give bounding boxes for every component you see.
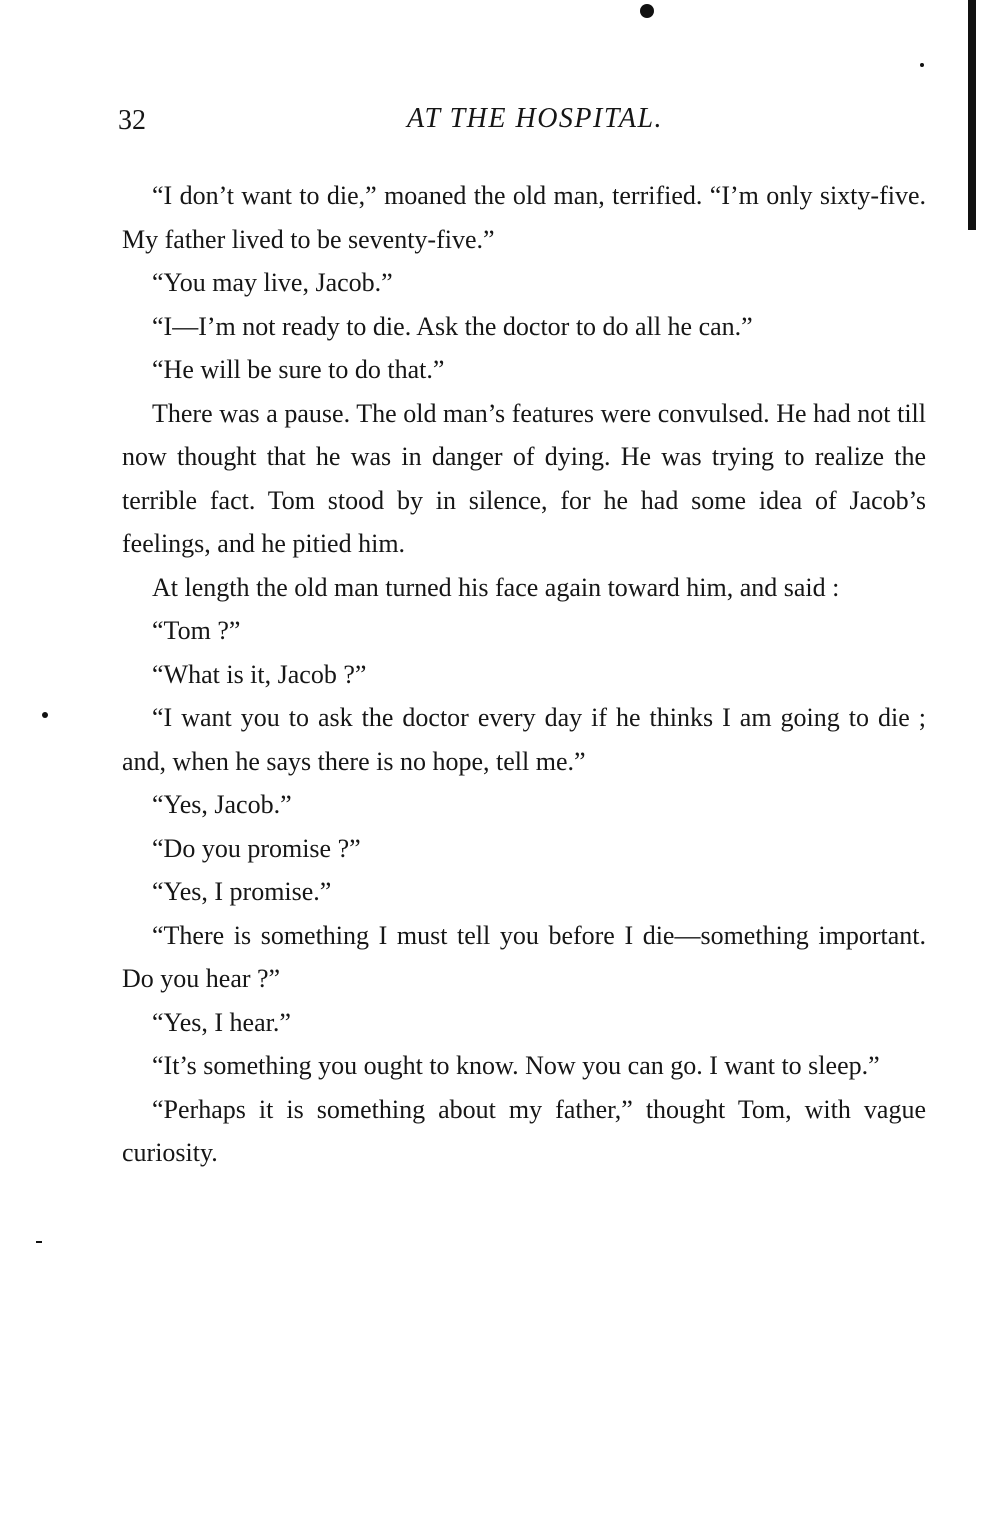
paragraph: “You may live, Jacob.” — [152, 268, 393, 297]
running-head: AT THE HOSPITAL. — [406, 103, 664, 134]
paragraph: “I don’t want to die,” moaned the old man, terrified. “I’m only sixty-five. My father lived to be seventy-five.” — [122, 181, 926, 254]
ink-speck — [42, 712, 48, 718]
body-text — [122, 174, 926, 1175]
ink-speck — [640, 4, 654, 18]
paragraph: “It’s something you ought to know. Now you can go. I want to sleep.” — [152, 1051, 880, 1080]
page-edge-shadow — [968, 0, 976, 230]
paragraph: At length the old man turned his face again toward him, and said : — [152, 572, 840, 602]
paragraph: “Yes, I promise.” — [152, 877, 332, 906]
paragraph: “Yes, Jacob.” — [152, 790, 292, 819]
paragraph: “Tom ?” — [152, 616, 241, 645]
paragraph: “Do you promise ?” — [152, 833, 361, 863]
paragraph: “Perhaps it is something about my father,” thought Tom, with vague curiosity. — [122, 1094, 926, 1167]
page-number: 32 — [118, 105, 146, 136]
paragraph: “He will be sure to do that.” — [152, 355, 445, 384]
paragraph: “What is it, Jacob ?” — [152, 659, 367, 689]
paragraph: “I—I’m not ready to die. Ask the doctor to do all he can.” — [152, 311, 753, 341]
paragraph: “There is something I must tell you before I die—something important. Do you hear ?” — [122, 920, 926, 993]
paragraph: “I want you to ask the doctor every day if he thinks I am going to die ; and, when he says there is no hope, tell me.” — [122, 703, 926, 776]
paragraph: “Yes, I hear.” — [152, 1007, 291, 1037]
ink-speck — [920, 63, 924, 67]
ink-speck — [36, 1241, 42, 1243]
paragraph: There was a pause. The old man’s features were convulsed. He had not till now thought that he was in danger of dying. He was trying to realize the terrible fact. Tom stood by in silence, for he had some idea of Jacob’s feelings, and he pitied him. — [122, 398, 926, 558]
